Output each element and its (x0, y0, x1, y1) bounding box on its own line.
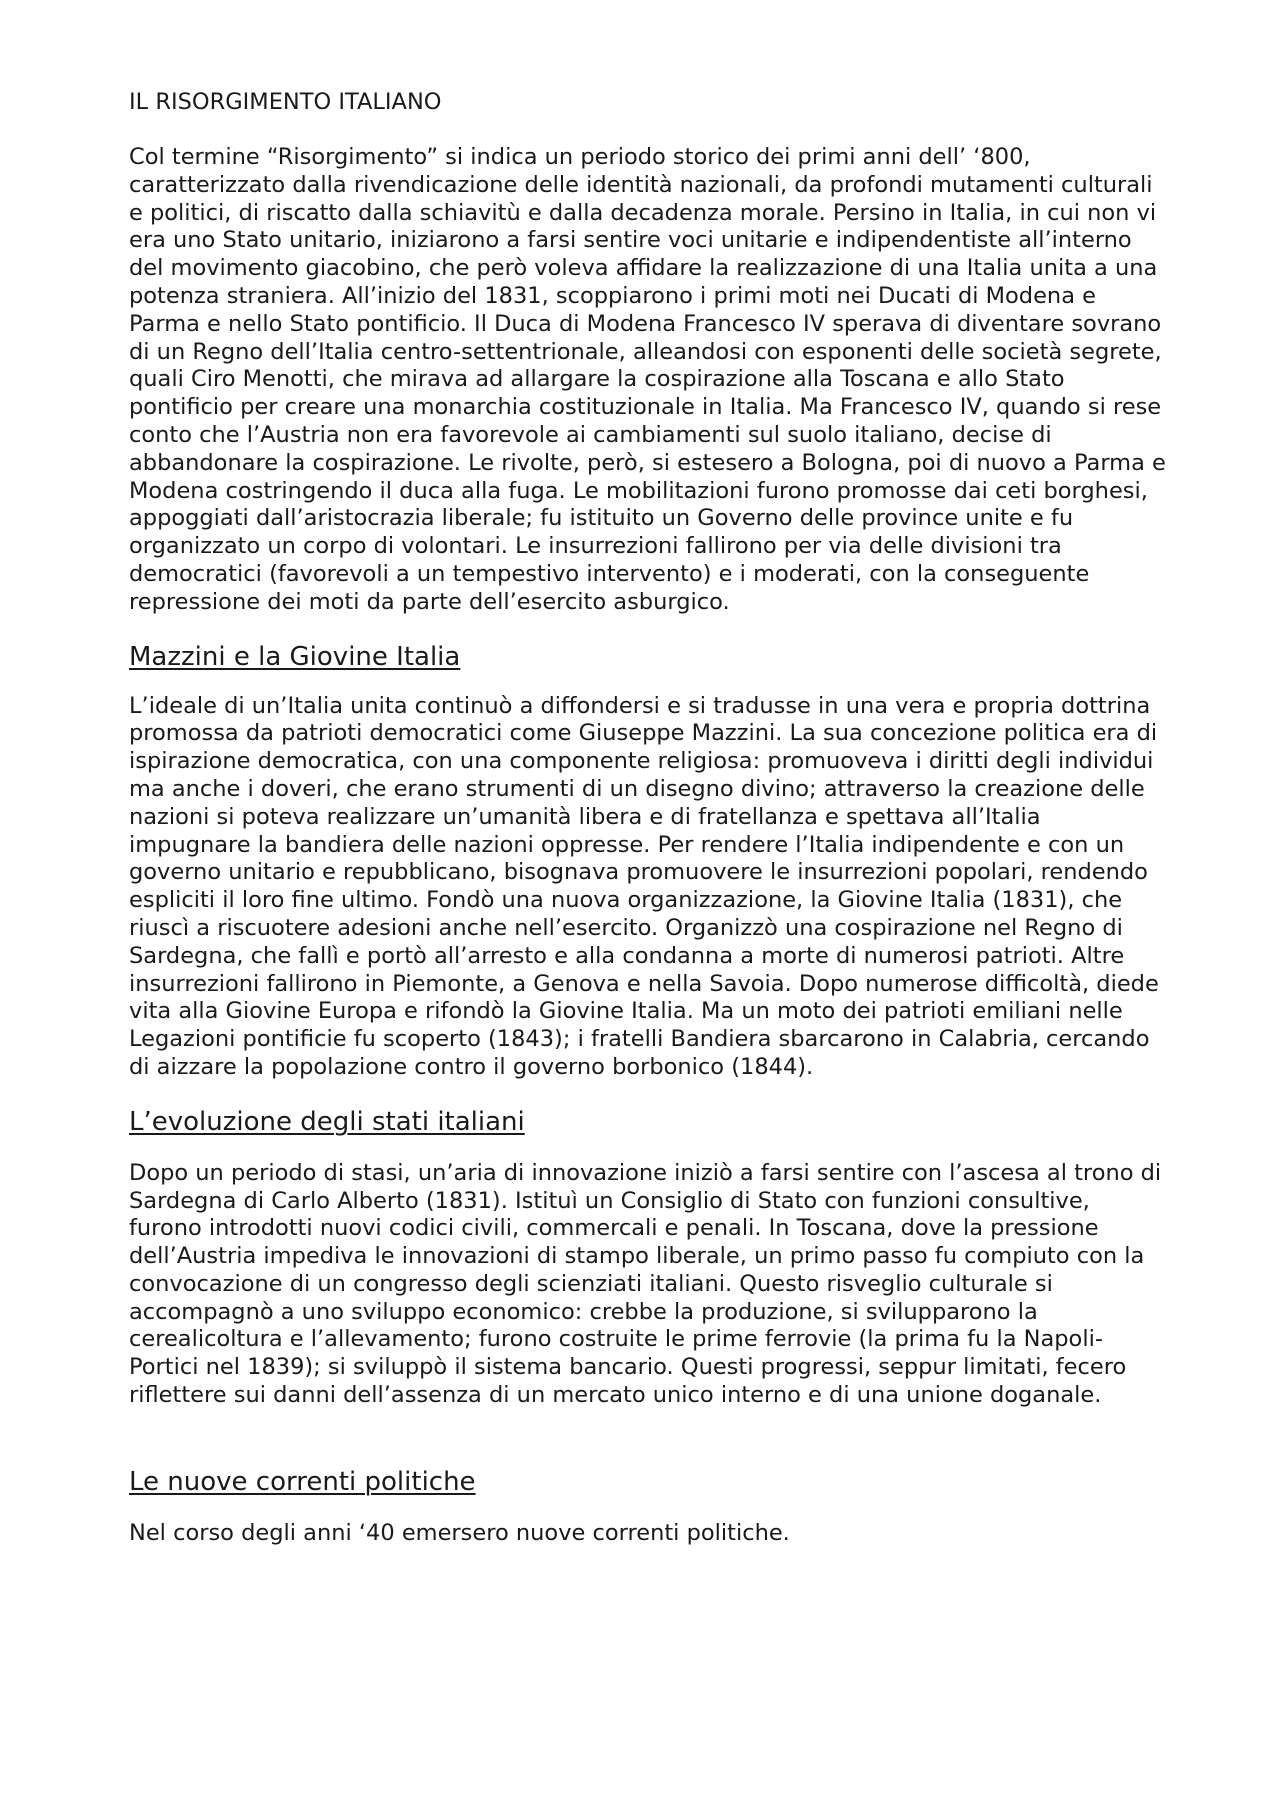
section-heading-evoluzione: L’evoluzione degli stati italiani (129, 1106, 525, 1137)
section-body-evoluzione: Dopo un periodo di stasi, un’aria di innovazione iniziò a farsi sentire con l’ascesa al trono di Sardegna di Carlo Alberto (1831). Istituì un Consiglio di Stato con funzioni consultive, furono introdotti nuovi codici civili, commercali e penali. In Toscana, dove la pressione dell’Austria impediva le innovazioni di stampo liberale, un primo passo fu compiuto con la convocazione di un congresso degli scienziati italiani. Questo risveglio culturale si accompagnò a uno sviluppo economico: crebbe la produzione, si svilupparono la cerealicoltura e l’allevamento; furono costruite le prime ferrovie (la prima fu la Napoli-Portici nel 1839); si sviluppò il sistema bancario. Questi progressi, seppur limitati, fecero riflettere sui danni dell’assenza di un mercato unico interno e di una unione doganale. (129, 1159, 1162, 1409)
section-body-correnti: Nel corso degli anni ‘40 emersero nuove correnti politiche. (129, 1519, 790, 1546)
document-page (129, 88, 1169, 1548)
document-title: IL RISORGIMENTO ITALIANO (129, 89, 442, 115)
section-heading-correnti: Le nuove correnti politiche (129, 1466, 476, 1497)
section-heading-mazzini: Mazzini e la Giovine Italia (129, 641, 461, 672)
intro-paragraph: Col termine “Risorgimento” si indica un periodo storico dei primi anni dell’ ‘800, caratterizzato dalla rivendicazione delle identità nazionali, da profondi mutamenti culturali e politici, di riscatto dalla schiavitù e dalla decadenza morale. Persino in Italia, in cui non vi era uno Stato unitario, iniziarono a farsi sentire voci unitarie e indipendentiste all’interno del movimento giacobino, che però voleva affidare la realizzazione di una Italia unita a una potenza straniera. All’inizio del 1831, scoppiarono i primi moti nei Ducati di Modena e Parma e nello Stato pontificio. Il Duca di Modena Francesco IV sperava di diventare sovrano di un Regno dell’Italia centro-settentrionale, alleandosi con esponenti delle società segrete, quali Ciro Menotti, che mirava ad allargare la cospirazione alla Toscana e allo Stato pontificio per creare una monarchia costituzionale in Italia. Ma Francesco IV, quando si rese conto che l’Austria non era favorevole ai cambiamenti sul suolo italiano, decise di abbandonare la cospirazione. Le rivolte, però, si estesero a Bologna, poi di nuovo a Parma e Modena costringendo il duca alla fuga. Le mobilitazioni furono promosse dai ceti borghesi, appoggiati dall’aristocrazia liberale; fu istituito un Governo delle province unite e fu organizzato un corpo di volontari. Le insurrezioni fallirono per via delle divisioni tra democratici (favorevoli a un tempestivo intervento) e i moderati, con la conseguente repressione dei moti da parte dell’esercito asburgico. (129, 144, 1166, 615)
section-body-mazzini: L’ideale di un’Italia unita continuò a diffondersi e si tradusse in una vera e propria dottrina promossa da patrioti democratici come Giuseppe Mazzini. La sua concezione politica era di ispirazione democratica, con una componente religiosa: promuoveva i diritti degli individui ma anche i doveri, che erano strumenti di un disegno divino; attraverso la creazione delle nazioni si poteva realizzare un’umanità libera e di fratellanza e spettava all’Italia impugnare la bandiera delle nazioni oppresse. Per rendere l’Italia indipendente e con un governo unitario e repubblicano, bisognava promuovere le insurrezioni popolari, rendendo espliciti il loro fine ultimo. Fondò una nuova organizzazione, la Giovine Italia (1831), che riuscì a riscuotere adesioni anche nell’esercito. Organizzò una cospirazione nel Regno di Sardegna, che fallì e portò all’arresto e alla condanna a morte di numerosi patrioti. Altre insurrezioni fallirono in Piemonte, a Genova e nella Savoia. Dopo numerose difficoltà, diede vita alla Giovine Europa e rifondò la Giovine Italia. Ma un moto dei patrioti emiliani nelle Legazioni pontificie fu scoperto (1843); i fratelli Bandiera sbarcarono in Calabria, cercando di aizzare la popolazione contro il governo borbonico (1844). (129, 692, 1159, 1080)
